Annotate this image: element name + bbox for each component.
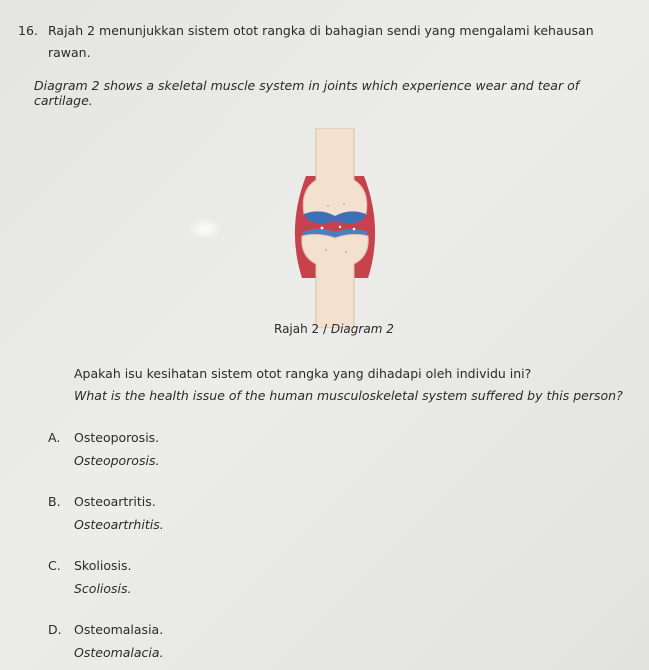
tibia-bone [302,234,368,328]
joint-fragment [321,227,324,230]
joint-fragment [353,228,356,231]
bone-speck [345,251,347,253]
question-text-english: Diagram 2 shows a skeletal muscle system in joints which experience wear and tear of cartilage. [34,78,580,108]
question-number: 16. [18,23,38,38]
option-text-malay: Osteoartritis. [74,494,156,509]
option-letter: B. [48,494,61,509]
option-text-english: Osteoartrhitis. [74,517,164,532]
prompt-malay: Apakah isu kesihatan sistem otot rangka yang dihadapi oleh individu ini? [74,366,532,381]
caption-english: Diagram 2 [330,322,394,336]
option-text-malay: Osteoporosis. [74,430,160,445]
option-text-english: Scoliosis. [74,581,132,596]
option-letter: D. [48,622,62,637]
question-text-malay: Rajah 2 menunjukkan sistem otot rangka di bahagian sendi yang mengalami kehausan rawan. [48,23,594,60]
option-letter: C. [48,558,61,573]
caption-malay: Rajah 2 / [274,322,328,336]
photo-glare [188,218,222,240]
option-text-english: Osteomalacia. [74,645,164,660]
femur-bone [303,128,367,219]
bone-speck [327,205,329,207]
diagram-caption [274,322,394,336]
prompt-english: What is the health issue of the human musculoskeletal system suffered by this person? [74,388,623,403]
joint-fragment [339,226,341,228]
bone-speck [343,203,345,205]
option-text-english: Osteoporosis. [74,453,160,468]
option-text-malay: Osteomalasia. [74,622,164,637]
option-text-malay: Skoliosis. [74,558,132,573]
knee-joint-diagram [280,128,390,328]
bone-speck [325,249,327,251]
option-letter: A. [48,430,61,445]
